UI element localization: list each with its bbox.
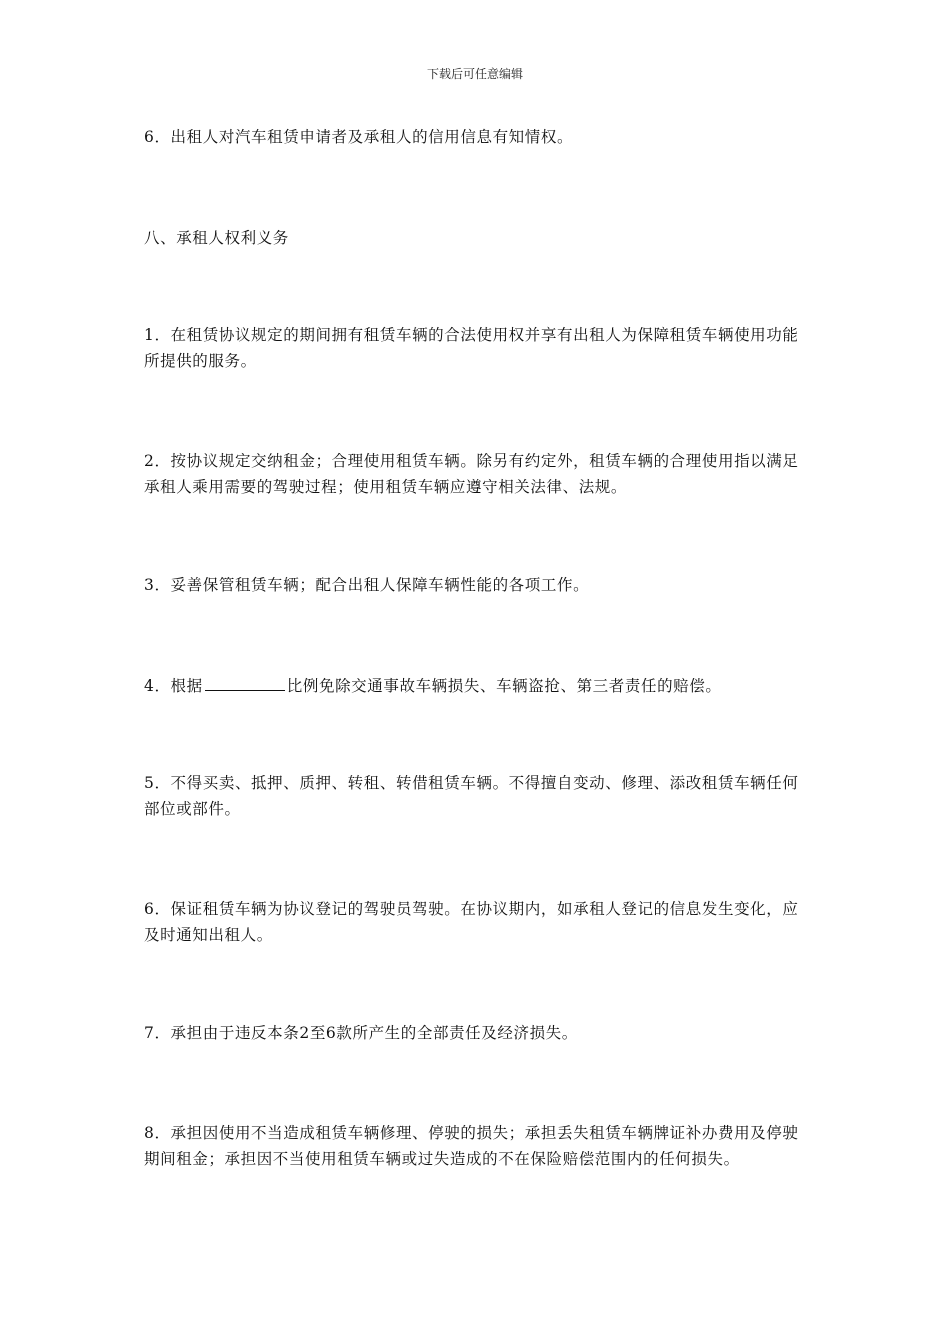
lessee-item-5: 5．不得买卖、抵押、质押、转租、转借租赁车辆。不得擅自变动、修理、添改租赁车辆任何部位或部件。 xyxy=(144,774,799,818)
lessee-item-4-suffix: 比例免除交通事故车辆损失、车辆盗抢、第三者责任的赔偿。 xyxy=(286,677,722,695)
lessee-item-1: 1．在租赁协议规定的期间拥有租赁车辆的合法使用权并享有出租人为保障租赁车辆使用功能所提供的服务。 xyxy=(144,326,799,370)
lessee-item-2: 2．按协议规定交纳租金；合理使用租赁车辆。除另有约定外，租赁车辆的合理使用指以满足承租人乘用需要的驾驶过程；使用租赁车辆应遵守相关法律、法规。 xyxy=(144,452,799,496)
lessee-item-3: 3．妥善保管租赁车辆；配合出租人保障车辆性能的各项工作。 xyxy=(144,576,590,594)
lessee-item-6: 6．保证租赁车辆为协议登记的驾驶员驾驶。在协议期内，如承租人登记的信息发生变化，应及时通知出租人。 xyxy=(144,900,799,944)
page-header-note: 下载后可任意编辑 xyxy=(426,67,523,81)
lessee-item-8: 8．承担因使用不当造成租赁车辆修理、停驶的损失；承担丢失租赁车辆牌证补办费用及停驶期间租金；承担因不当使用租赁车辆或过失造成的不在保险赔偿范围内的任何损失。 xyxy=(144,1124,799,1168)
fill-in-blank[interactable] xyxy=(205,674,285,691)
lessor-item-6: 6．出租人对汽车租赁申请者及承租人的信用信息有知情权。 xyxy=(144,128,574,146)
section-title: 八、承租人权利义务 xyxy=(144,229,289,247)
lessee-item-4-prefix: 4．根据 xyxy=(144,677,203,695)
lessee-item-4 xyxy=(144,673,808,699)
lessee-item-7: 7．承担由于违反本条2至6款所产生的全部责任及经济损失。 xyxy=(144,1024,578,1042)
